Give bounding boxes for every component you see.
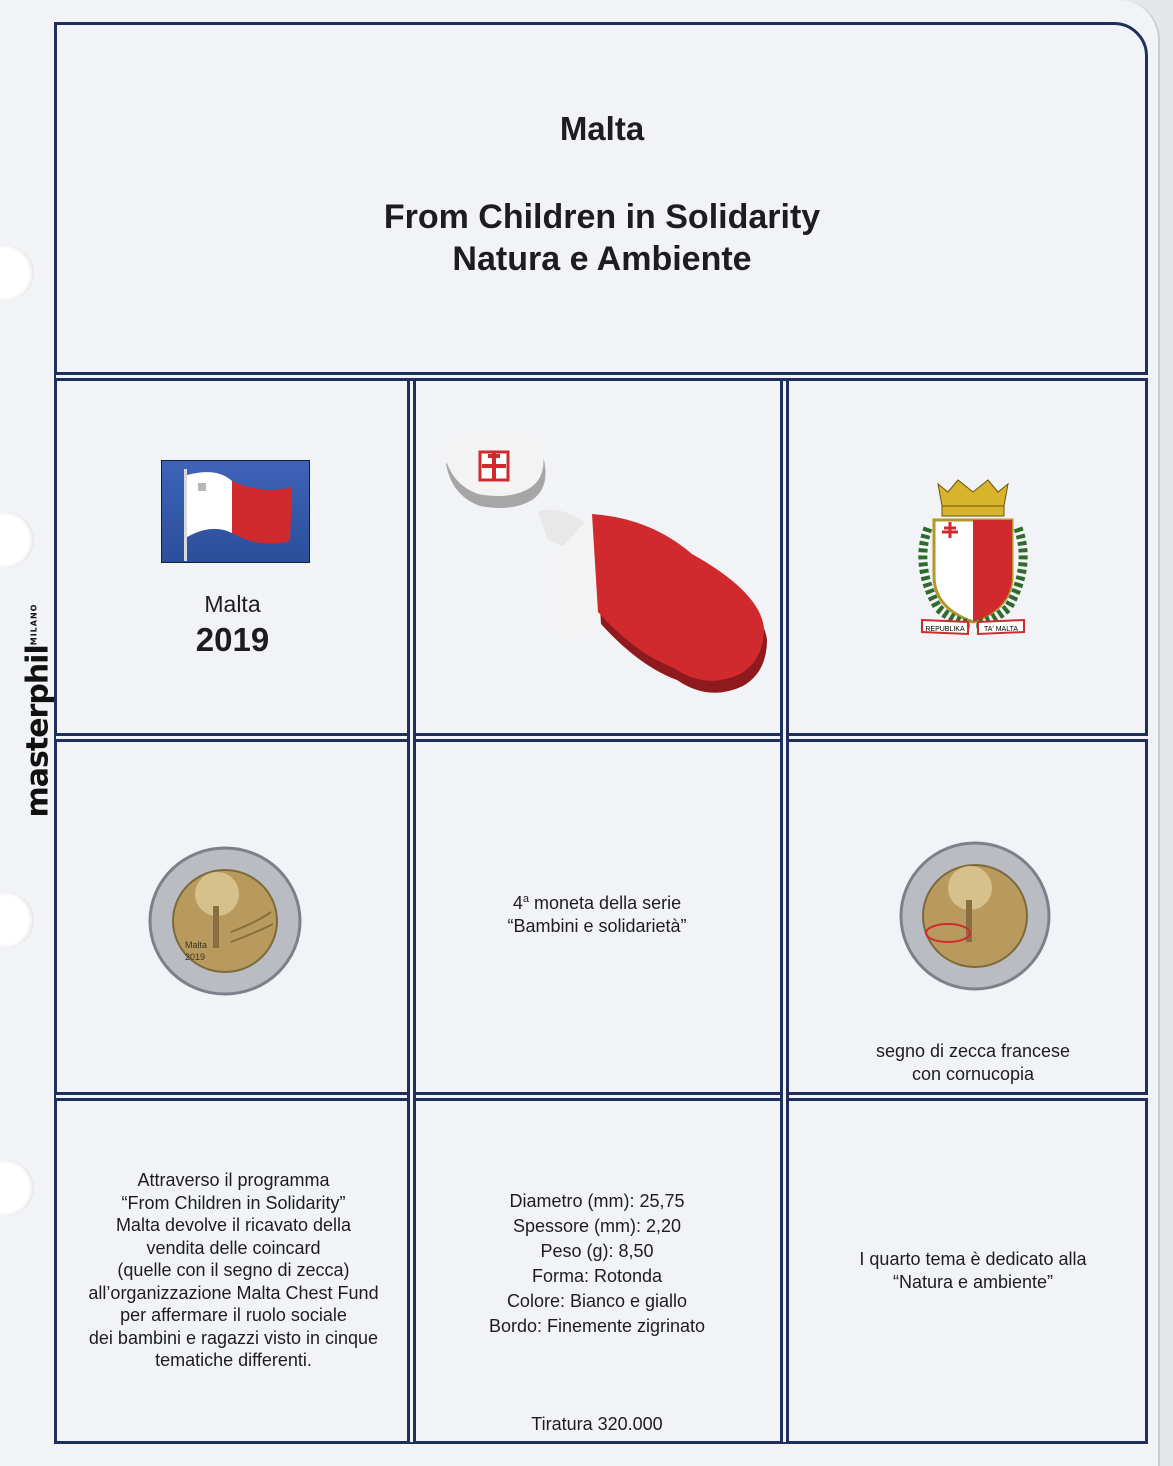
flag-country-label: Malta	[204, 591, 261, 617]
column-divider	[407, 381, 416, 1442]
binder-hole	[0, 892, 34, 948]
coin-specifications: Diametro (mm): 25,75 Spessore (mm): 2,20 Peso (g): 8,50 Forma: Rotonda Colore: Bianco e giallo Bordo: Finemente zigrinato	[488, 1191, 706, 1336]
country-title: Malta	[559, 110, 645, 147]
subtitle-line-1: From Children in Solidarity	[383, 198, 821, 236]
mintmark-note: segno di zecca francese con cornucopia	[875, 1041, 1071, 1084]
subtitle-line-2: Natura e Ambiente	[452, 240, 752, 278]
malta-flag-icon	[162, 461, 309, 562]
banner-right-text: TA' MALTA	[983, 626, 1019, 633]
coin-mintmark-icon	[898, 840, 1052, 992]
banner-left-text: REPUBLIKA	[925, 626, 965, 633]
flag-image	[161, 460, 310, 563]
flag-year-label: 2019	[195, 621, 270, 658]
brand-logo: masterphil$^{MILANO}$	[20, 603, 56, 818]
coin-country-text: Malta	[185, 940, 208, 950]
row-divider	[56, 733, 1148, 742]
page-title	[56, 110, 1148, 280]
column-divider	[780, 381, 789, 1442]
malta-map-icon	[430, 392, 775, 702]
binder-hole	[0, 1160, 34, 1216]
binder-hole	[0, 512, 34, 568]
coin-obverse-icon	[147, 846, 303, 996]
row-divider	[56, 372, 1148, 381]
row-divider	[56, 1092, 1148, 1101]
series-note: 4$^a$ moneta della serie “Bambini e solidarietà”	[507, 893, 687, 936]
coat-of-arms-icon	[908, 476, 1038, 640]
program-description: Attraverso il programma “From Children in Solidarity” Malta devolve il ricavato della vendita delle coincard (quelle con il segno di zecca) all’organizzazione Malta Chest Fund per affermare il ruolo sociale dei bambini e ragazzi visto in cinque tematiche differenti.	[88, 1170, 379, 1370]
coin-year-text: 2019	[185, 952, 206, 962]
theme-description: I quarto tema è dedicato alla “Natura e ambiente”	[859, 1249, 1087, 1292]
mintage-label: Tiratura 320.000	[531, 1414, 663, 1434]
binder-hole	[0, 245, 34, 301]
